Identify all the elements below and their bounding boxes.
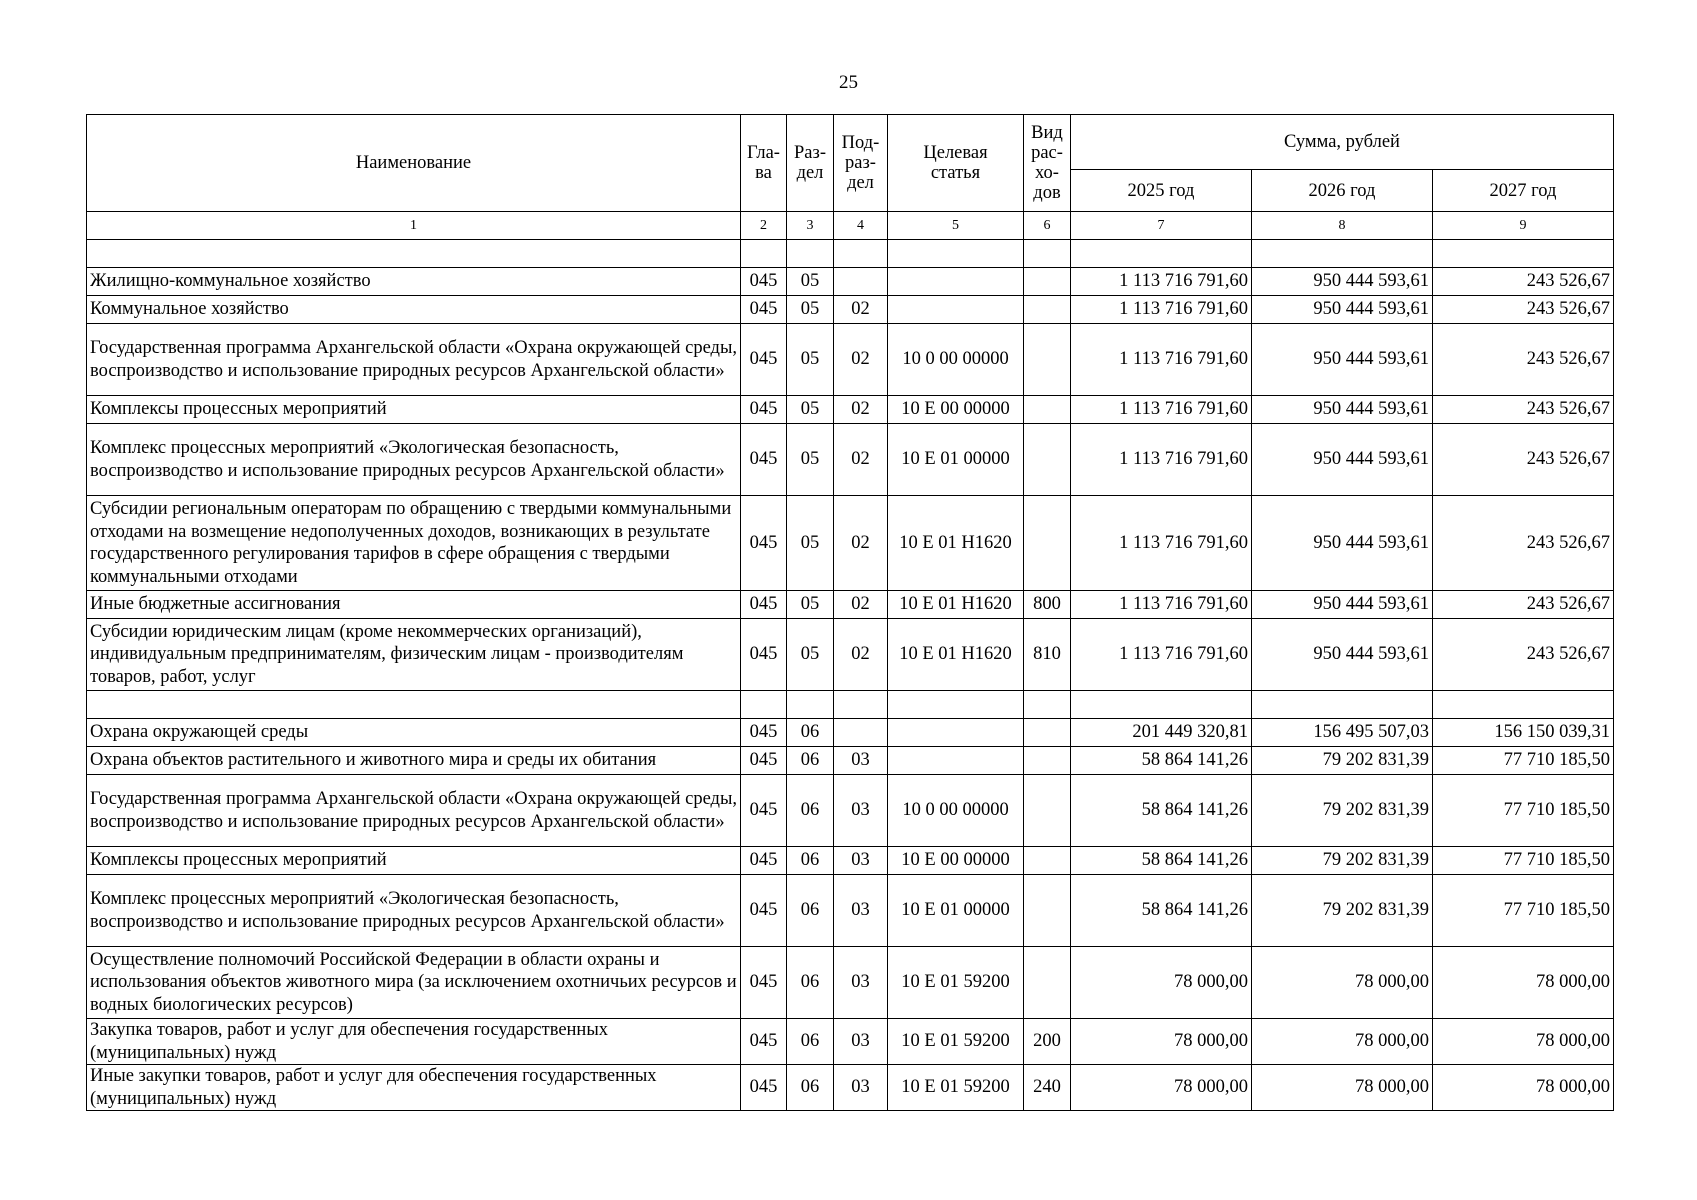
table-row [87,240,1614,268]
cell-name [87,691,741,719]
cell-glava [741,240,787,268]
cell-podrazdel [834,719,888,747]
cell-razdel: 05 [787,396,834,424]
cell-podrazdel [834,268,888,296]
cell-amount-2025: 1 113 716 791,60 [1071,396,1252,424]
cell-glava: 045 [741,775,787,847]
cell-glava: 045 [741,875,787,947]
table-row [87,591,1614,619]
cell-name: Жилищно-коммунальное хозяйство [87,268,741,296]
cell-name: Государственная программа Архангельской области «Охрана окружающей среды, воспроизводство и использование природных ресурсов Архангельской области» [87,324,741,396]
cell-amount-2027: 243 526,67 [1433,296,1614,324]
cell-amount-2027: 78 000,00 [1433,1019,1614,1065]
table-row [87,875,1614,947]
cell-glava: 045 [741,591,787,619]
cell-target: 10 Е 01 00000 [888,875,1024,947]
cell-amount-2025: 78 000,00 [1071,1019,1252,1065]
cell-target: 10 Е 01 Н1620 [888,496,1024,591]
column-number: 6 [1024,212,1071,240]
cell-target: 10 0 00 00000 [888,324,1024,396]
cell-amount-2025: 58 864 141,26 [1071,847,1252,875]
cell-amount-2027: 243 526,67 [1433,496,1614,591]
table-row [87,947,1614,1019]
cell-razdel: 05 [787,296,834,324]
cell-amount-2025: 1 113 716 791,60 [1071,268,1252,296]
header-year-2025: 2025 год [1071,170,1252,212]
cell-razdel: 05 [787,496,834,591]
cell-amount-2026: 950 444 593,61 [1252,424,1433,496]
cell-target [888,268,1024,296]
cell-target [888,747,1024,775]
table-row [87,747,1614,775]
cell-amount-2027: 243 526,67 [1433,619,1614,691]
cell-razdel: 05 [787,324,834,396]
cell-podrazdel: 02 [834,296,888,324]
cell-target [888,296,1024,324]
cell-vid [1024,719,1071,747]
cell-podrazdel: 02 [834,496,888,591]
cell-amount-2026: 950 444 593,61 [1252,296,1433,324]
cell-podrazdel: 02 [834,324,888,396]
cell-vid [1024,268,1071,296]
cell-podrazdel: 02 [834,619,888,691]
header-glava: Гла- ва [741,115,787,212]
cell-amount-2025: 58 864 141,26 [1071,875,1252,947]
cell-razdel: 06 [787,775,834,847]
cell-amount-2027: 243 526,67 [1433,324,1614,396]
cell-amount-2027 [1433,691,1614,719]
cell-amount-2026: 78 000,00 [1252,1019,1433,1065]
column-number: 1 [87,212,741,240]
cell-name: Охрана объектов растительного и животного мира и среды их обитания [87,747,741,775]
table-row [87,496,1614,591]
column-number: 7 [1071,212,1252,240]
cell-glava: 045 [741,747,787,775]
cell-name: Комплекс процессных мероприятий «Экологическая безопасность, воспроизводство и использование природных ресурсов Архангельской области» [87,875,741,947]
cell-vid [1024,240,1071,268]
column-number: 8 [1252,212,1433,240]
cell-podrazdel: 02 [834,424,888,496]
cell-target: 10 Е 01 Н1620 [888,591,1024,619]
cell-podrazdel: 03 [834,875,888,947]
cell-amount-2026: 950 444 593,61 [1252,396,1433,424]
cell-name: Иные бюджетные ассигнования [87,591,741,619]
cell-podrazdel: 03 [834,747,888,775]
table-row [87,1065,1614,1111]
table-row [87,424,1614,496]
cell-target: 10 Е 00 00000 [888,396,1024,424]
cell-razdel: 06 [787,847,834,875]
cell-amount-2027: 78 000,00 [1433,947,1614,1019]
cell-vid [1024,947,1071,1019]
cell-vid [1024,775,1071,847]
cell-razdel: 06 [787,719,834,747]
cell-target: 10 Е 01 Н1620 [888,619,1024,691]
cell-razdel: 06 [787,947,834,1019]
cell-vid: 200 [1024,1019,1071,1065]
column-number-row [87,212,1614,240]
cell-name: Комплексы процессных мероприятий [87,847,741,875]
cell-podrazdel: 03 [834,1065,888,1111]
column-number: 4 [834,212,888,240]
cell-podrazdel [834,691,888,719]
cell-amount-2025: 201 449 320,81 [1071,719,1252,747]
cell-vid [1024,691,1071,719]
cell-name: Субсидии региональным операторам по обращению с твердыми коммунальными отходами на возмещение недополученных доходов, возникающих в результате государственного регулирования тарифов в сфере обращения с твердыми коммунальными отходами [87,496,741,591]
cell-amount-2026: 79 202 831,39 [1252,747,1433,775]
cell-amount-2027: 77 710 185,50 [1433,775,1614,847]
cell-amount-2027: 243 526,67 [1433,591,1614,619]
cell-amount-2025: 78 000,00 [1071,947,1252,1019]
cell-amount-2025: 1 113 716 791,60 [1071,424,1252,496]
table-row [87,847,1614,875]
cell-amount-2027 [1433,240,1614,268]
cell-glava: 045 [741,496,787,591]
cell-amount-2026: 950 444 593,61 [1252,324,1433,396]
cell-vid [1024,396,1071,424]
cell-name: Комплексы процессных мероприятий [87,396,741,424]
cell-razdel: 06 [787,1065,834,1111]
cell-vid [1024,296,1071,324]
cell-amount-2027: 77 710 185,50 [1433,747,1614,775]
table-row [87,324,1614,396]
cell-name: Комплекс процессных мероприятий «Экологическая безопасность, воспроизводство и использование природных ресурсов Архангельской области» [87,424,741,496]
cell-amount-2026 [1252,691,1433,719]
cell-target [888,691,1024,719]
column-number: 2 [741,212,787,240]
cell-razdel [787,691,834,719]
cell-razdel: 06 [787,875,834,947]
cell-vid [1024,747,1071,775]
cell-amount-2026: 79 202 831,39 [1252,775,1433,847]
cell-amount-2026: 78 000,00 [1252,1065,1433,1111]
cell-amount-2025: 1 113 716 791,60 [1071,591,1252,619]
cell-glava: 045 [741,1019,787,1065]
cell-name: Субсидии юридическим лицам (кроме некоммерческих организаций), индивидуальным предпринимателям, физическим лицам - производителям товаров, работ, услуг [87,619,741,691]
cell-amount-2026: 79 202 831,39 [1252,847,1433,875]
table-row [87,691,1614,719]
table-row [87,296,1614,324]
table-body [87,240,1614,1111]
cell-glava: 045 [741,1065,787,1111]
cell-glava: 045 [741,719,787,747]
budget-table [86,114,1614,1111]
cell-target: 10 Е 01 59200 [888,947,1024,1019]
cell-amount-2025: 1 113 716 791,60 [1071,496,1252,591]
cell-amount-2027: 156 150 039,31 [1433,719,1614,747]
cell-target: 10 Е 00 00000 [888,847,1024,875]
cell-amount-2027: 243 526,67 [1433,424,1614,496]
cell-target: 10 0 00 00000 [888,775,1024,847]
header-podrazdel: Под- раз- дел [834,115,888,212]
header-year-2026: 2026 год [1252,170,1433,212]
cell-vid: 800 [1024,591,1071,619]
cell-amount-2025: 1 113 716 791,60 [1071,619,1252,691]
header-razdel: Раз- дел [787,115,834,212]
cell-vid [1024,847,1071,875]
cell-amount-2025: 78 000,00 [1071,1065,1252,1111]
cell-podrazdel: 03 [834,947,888,1019]
cell-name: Охрана окружающей среды [87,719,741,747]
cell-target [888,240,1024,268]
cell-amount-2025: 1 113 716 791,60 [1071,324,1252,396]
table-row [87,719,1614,747]
cell-vid [1024,496,1071,591]
table-row [87,619,1614,691]
cell-podrazdel: 03 [834,1019,888,1065]
cell-razdel [787,240,834,268]
cell-name: Государственная программа Архангельской области «Охрана окружающей среды, воспроизводство и использование природных ресурсов Архангельской области» [87,775,741,847]
cell-amount-2026: 79 202 831,39 [1252,875,1433,947]
cell-amount-2026: 950 444 593,61 [1252,496,1433,591]
cell-razdel: 06 [787,1019,834,1065]
cell-amount-2026 [1252,240,1433,268]
cell-target [888,719,1024,747]
cell-vid: 810 [1024,619,1071,691]
page-number: 25 [839,72,858,93]
cell-amount-2027: 243 526,67 [1433,396,1614,424]
cell-target: 10 Е 01 59200 [888,1065,1024,1111]
cell-amount-2025 [1071,691,1252,719]
cell-podrazdel: 03 [834,847,888,875]
cell-glava: 045 [741,847,787,875]
cell-razdel: 05 [787,268,834,296]
cell-glava: 045 [741,324,787,396]
cell-podrazdel: 02 [834,591,888,619]
cell-podrazdel: 03 [834,775,888,847]
cell-razdel: 05 [787,591,834,619]
cell-amount-2027: 77 710 185,50 [1433,847,1614,875]
cell-name: Иные закупки товаров, работ и услуг для обеспечения государственных (муниципальных) нужд [87,1065,741,1111]
cell-podrazdel [834,240,888,268]
cell-vid [1024,324,1071,396]
cell-razdel: 06 [787,747,834,775]
cell-amount-2027: 78 000,00 [1433,1065,1614,1111]
cell-vid [1024,424,1071,496]
cell-amount-2026: 950 444 593,61 [1252,619,1433,691]
table-row [87,775,1614,847]
cell-name: Закупка товаров, работ и услуг для обеспечения государственных (муниципальных) нужд [87,1019,741,1065]
cell-amount-2025: 58 864 141,26 [1071,747,1252,775]
header-year-2027: 2027 год [1433,170,1614,212]
header-sum: Сумма, рублей [1071,115,1614,170]
table-row [87,268,1614,296]
cell-razdel: 05 [787,424,834,496]
cell-target: 10 Е 01 59200 [888,1019,1024,1065]
cell-amount-2027: 77 710 185,50 [1433,875,1614,947]
header-name: Наименование [87,115,741,212]
cell-amount-2027: 243 526,67 [1433,268,1614,296]
cell-amount-2026: 950 444 593,61 [1252,591,1433,619]
header-vid: Вид рас- хо- дов [1024,115,1071,212]
cell-podrazdel: 02 [834,396,888,424]
cell-razdel: 05 [787,619,834,691]
cell-glava [741,691,787,719]
cell-name: Коммунальное хозяйство [87,296,741,324]
cell-name: Осуществление полномочий Российской Федерации в области охраны и использования объектов животного мира (за исключением охотничьих ресурсов и водных биологических ресурсов) [87,947,741,1019]
cell-amount-2026: 156 495 507,03 [1252,719,1433,747]
table-header [87,115,1614,240]
cell-vid: 240 [1024,1065,1071,1111]
cell-amount-2025: 1 113 716 791,60 [1071,296,1252,324]
header-target: Целевая статья [888,115,1024,212]
cell-amount-2026: 78 000,00 [1252,947,1433,1019]
cell-glava: 045 [741,268,787,296]
cell-glava: 045 [741,947,787,1019]
cell-glava: 045 [741,296,787,324]
cell-target: 10 Е 01 00000 [888,424,1024,496]
column-number: 5 [888,212,1024,240]
cell-name [87,240,741,268]
cell-amount-2025: 58 864 141,26 [1071,775,1252,847]
cell-glava: 045 [741,619,787,691]
cell-amount-2026: 950 444 593,61 [1252,268,1433,296]
cell-amount-2025 [1071,240,1252,268]
column-number: 3 [787,212,834,240]
table-row [87,1019,1614,1065]
table-row [87,396,1614,424]
cell-vid [1024,875,1071,947]
cell-glava: 045 [741,396,787,424]
column-number: 9 [1433,212,1614,240]
cell-glava: 045 [741,424,787,496]
